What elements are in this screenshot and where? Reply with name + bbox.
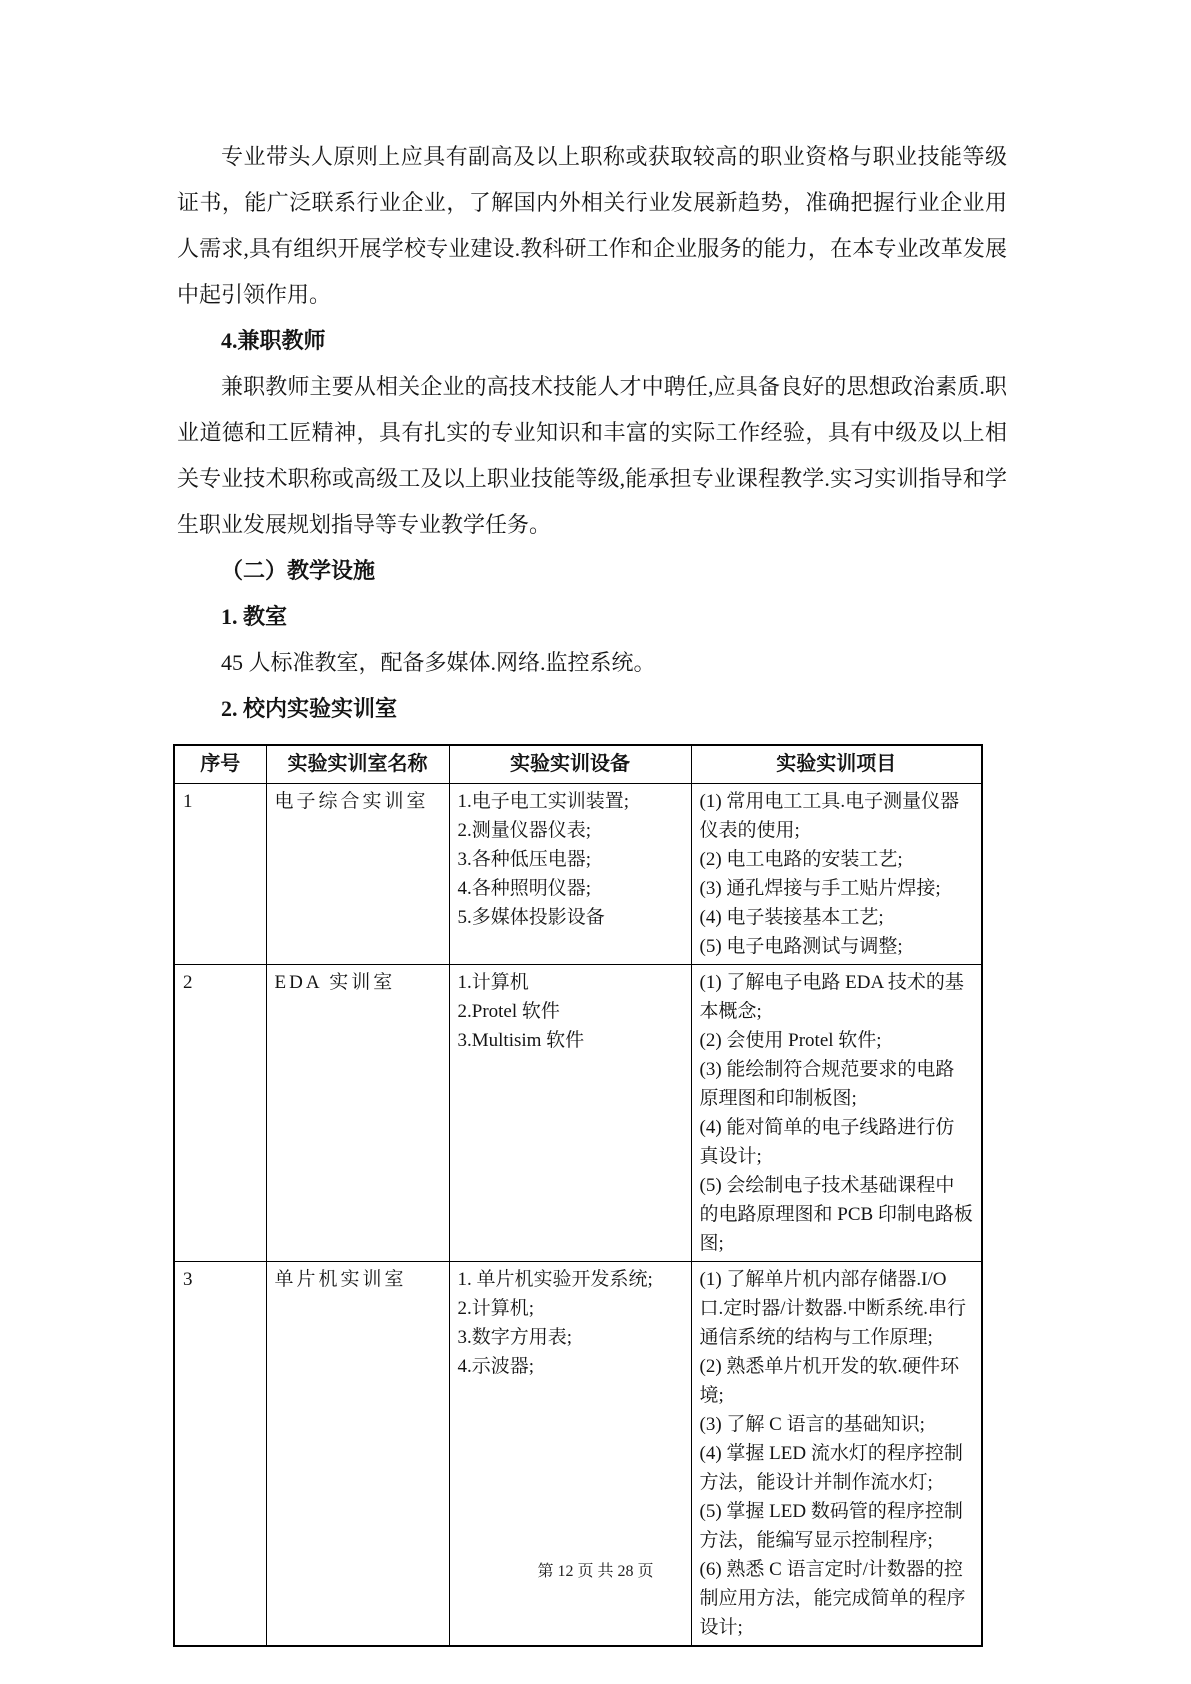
project-item: (3) 能绘制符合规范要求的电路原理图和印制板图; <box>699 1059 955 1109</box>
project-item: (2) 会使用 Protel 软件; <box>699 1030 882 1051</box>
equipment-item: 1. 单片机实验开发系统; <box>457 1269 653 1290</box>
equipment-item: 2.Protel 软件 <box>457 1001 560 1022</box>
equipment-item: 3.Multisim 软件 <box>457 1030 585 1051</box>
header-serial-number: 序号 <box>174 745 266 784</box>
project-item: (2) 电工电路的安装工艺; <box>699 849 903 870</box>
project-item: (5) 会绘制电子技术基础课程中的电路原理图和 PCB 印制电路板图; <box>699 1175 973 1254</box>
paragraph-classroom: 45 人标准教室，配备多媒体.网络.监控系统。 <box>221 650 656 675</box>
page-number-footer: 第 12 页 共 28 页 <box>537 1563 654 1580</box>
table-header-row <box>174 745 982 784</box>
project-item: (5) 电子电路测试与调整; <box>699 936 903 957</box>
equipment-item: 1.电子电工实训装置; <box>457 791 630 812</box>
heading-campus-labs: 2. 校内实验实训室 <box>221 696 398 721</box>
header-lab-name: 实验实训室名称 <box>266 745 449 784</box>
heading-classroom: 1. 教室 <box>221 604 288 629</box>
table-row <box>174 784 982 965</box>
project-item: (2) 熟悉单片机开发的软.硬件环境; <box>699 1356 960 1406</box>
project-item: (1) 了解电子电路 EDA 技术的基本概念; <box>699 972 964 1022</box>
equipment-item: 3.各种低压电器; <box>457 849 592 870</box>
header-lab-equipment: 实验实训设备 <box>449 745 691 784</box>
paragraph-parttime-teachers: 兼职教师主要从相关企业的高技术技能人才中聘任,应具备良好的思想政治素质.职业道德和工匠精神，具有扎实的专业知识和丰富的实际工作经验，具有中级及以上相关专业技术职称或高级工及以上职业技能等级,能承担专业课程教学.实习实训指导和学生职业发展规划指导等专业教学任务。 <box>177 374 1007 537</box>
equipment-item: 2.计算机; <box>457 1298 535 1319</box>
cell-lab-projects <box>691 1262 982 1647</box>
project-item: (4) 电子装接基本工艺; <box>699 907 884 928</box>
equipment-item: 4.各种照明仪器; <box>457 878 592 899</box>
cell-lab-name: 电子综合实训室 <box>266 784 449 965</box>
project-item: (4) 掌握 LED 流水灯的程序控制方法，能设计并制作流水灯; <box>699 1443 963 1493</box>
project-item: (3) 通孔焊接与手工贴片焊接; <box>699 878 941 899</box>
cell-serial-number: 1 <box>174 784 266 965</box>
project-item: (1) 常用电工工具.电子测量仪器仪表的使用; <box>699 791 960 841</box>
project-item: (6) 熟悉 C 语言定时/计数器的控制应用方法，能完成简单的程序设计; <box>699 1559 966 1638</box>
cell-serial-number: 3 <box>174 1262 266 1647</box>
equipment-item: 2.测量仪器仪表; <box>457 820 592 841</box>
heading-teaching-facilities: （二）教学设施 <box>221 558 376 583</box>
project-item: (4) 能对简单的电子线路进行仿真设计; <box>699 1117 955 1167</box>
table-row <box>174 965 982 1262</box>
equipment-item: 4.示波器; <box>457 1356 535 1377</box>
table-row <box>174 1262 982 1647</box>
cell-lab-equipment <box>449 965 691 1262</box>
heading-parttime-teachers: 4.兼职教师 <box>221 328 326 353</box>
cell-lab-projects <box>691 965 982 1262</box>
equipment-item: 5.多媒体投影设备 <box>457 907 605 928</box>
project-item: (1) 了解单片机内部存储器.I/O 口.定时器/计数器.中断系统.串行通信系统的结构与工作原理; <box>699 1269 967 1348</box>
page-content <box>177 134 1007 1647</box>
cell-serial-number: 2 <box>174 965 266 1262</box>
equipment-item: 1.计算机 <box>457 972 529 993</box>
equipment-item: 3.数字方用表; <box>457 1327 573 1348</box>
project-item: (3) 了解 C 语言的基础知识; <box>699 1414 925 1435</box>
cell-lab-projects <box>691 784 982 965</box>
project-item: (5) 掌握 LED 数码管的程序控制方法，能编写显示控制程序; <box>699 1501 963 1551</box>
header-lab-projects: 实验实训项目 <box>691 745 982 784</box>
cell-lab-equipment <box>449 784 691 965</box>
labs-table <box>173 744 983 1647</box>
paragraph-professional-leader: 专业带头人原则上应具有副高及以上职称或获取较高的职业资格与职业技能等级证书，能广泛联系行业企业，了解国内外相关行业发展新趋势，准确把握行业企业用人需求,具有组织开展学校专业建设.教科研工作和企业服务的能力，在本专业改革发展中起引领作用。 <box>177 144 1007 307</box>
cell-lab-name: 单片机实训室 <box>266 1262 449 1647</box>
cell-lab-name: EDA 实训室 <box>266 965 449 1262</box>
cell-lab-equipment <box>449 1262 691 1647</box>
